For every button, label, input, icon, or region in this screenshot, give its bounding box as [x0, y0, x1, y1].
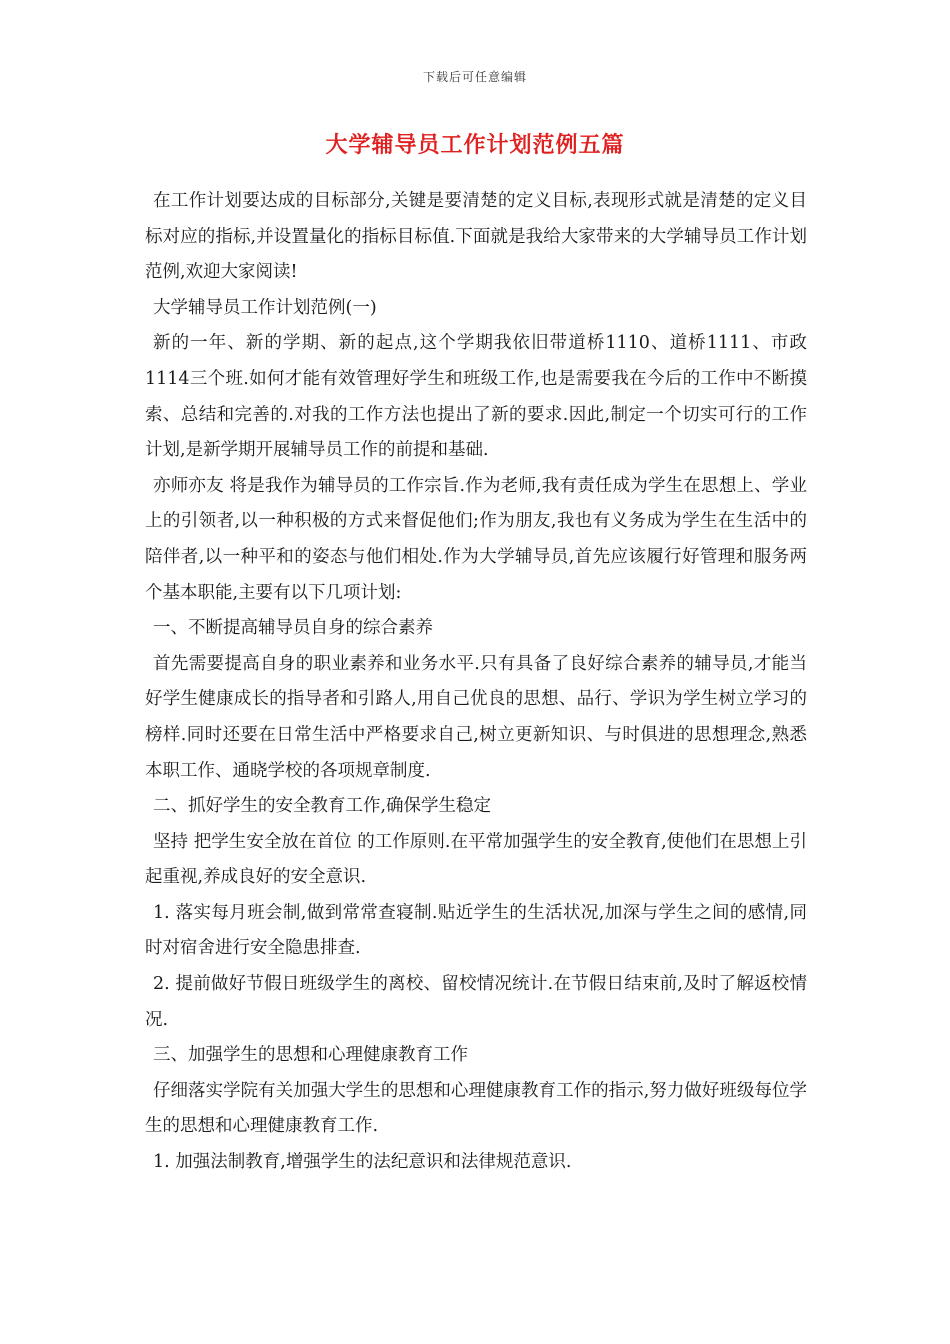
body-paragraph: 坚持 把学生安全放在首位 的工作原则.在平常加强学生的安全教育,使他们在思想上引起重视,养成良好的安全意识.: [145, 831, 807, 888]
body-paragraph: 新的一年、新的学期、新的起点,这个学期我依旧带道桥1110、道桥1111、市政1114三个班.如何才能有效管理好学生和班级工作,也是需要我在今后的工作中不断摸索、总结和完善的.对我的工作方法也提出了新的要求.因此,制定一个切实可行的工作计划,是新学期开展辅导员工作的前提和基础.: [145, 333, 807, 461]
section-heading: 二、抓好学生的安全教育工作,确保学生稳定: [153, 796, 492, 817]
section-heading: 大学辅导员工作计划范例(一): [153, 297, 377, 318]
section-heading: 三、加强学生的思想和心理健康教育工作: [153, 1045, 468, 1066]
body-paragraph: 仔细落实学院有关加强大学生的思想和心理健康教育工作的指示,努力做好班级每位学生的思想和心理健康教育工作.: [145, 1080, 807, 1137]
section-heading: 一、不断提高辅导员自身的综合素养: [153, 618, 433, 639]
intro-paragraph: 在工作计划要达成的目标部分,关键是要清楚的定义目标,表现形式就是清楚的定义目标对应的指标,并设置量化的指标目标值.下面就是我给大家带来的大学辅导员工作计划范例,欢迎大家阅读!: [145, 191, 807, 283]
body-paragraph: 亦师亦友 将是我作为辅导员的工作宗旨.作为老师,我有责任成为学生在思想上、学业上的引领者,以一种积极的方式来督促他们;作为朋友,我也有义务成为学生在生活中的陪伴者,以一种平和的姿态与他们相处.作为大学辅导员,首先应该履行好管理和服务两个基本职能,主要有以下几项计划:: [145, 475, 807, 603]
document-title: 大学辅导员工作计划范例五篇: [325, 132, 625, 158]
header-note: 下载后可任意编辑: [422, 70, 527, 84]
document-body: [145, 184, 807, 1181]
list-item: 2. 提前做好节假日班级学生的离校、留校情况统计.在节假日结束前,及时了解返校情况.: [145, 974, 807, 1030]
list-item: 1. 落实每月班会制,做到常常查寝制.贴近学生的生活状况,加深与学生之间的感情,同时对宿舍进行安全隐患排查.: [145, 902, 807, 959]
list-item: 1. 加强法制教育,增强学生的法纪意识和法律规范意识.: [153, 1152, 572, 1173]
body-paragraph: 首先需要提高自身的职业素养和业务水平.只有具备了良好综合素养的辅导员,才能当好学生健康成长的指导者和引路人,用自己优良的思想、品行、学识为学生树立学习的榜样.同时还要在日常生活中严格要求自己,树立更新知识、与时俱进的思想理念,熟悉本职工作、通晓学校的各项规章制度.: [145, 653, 807, 781]
